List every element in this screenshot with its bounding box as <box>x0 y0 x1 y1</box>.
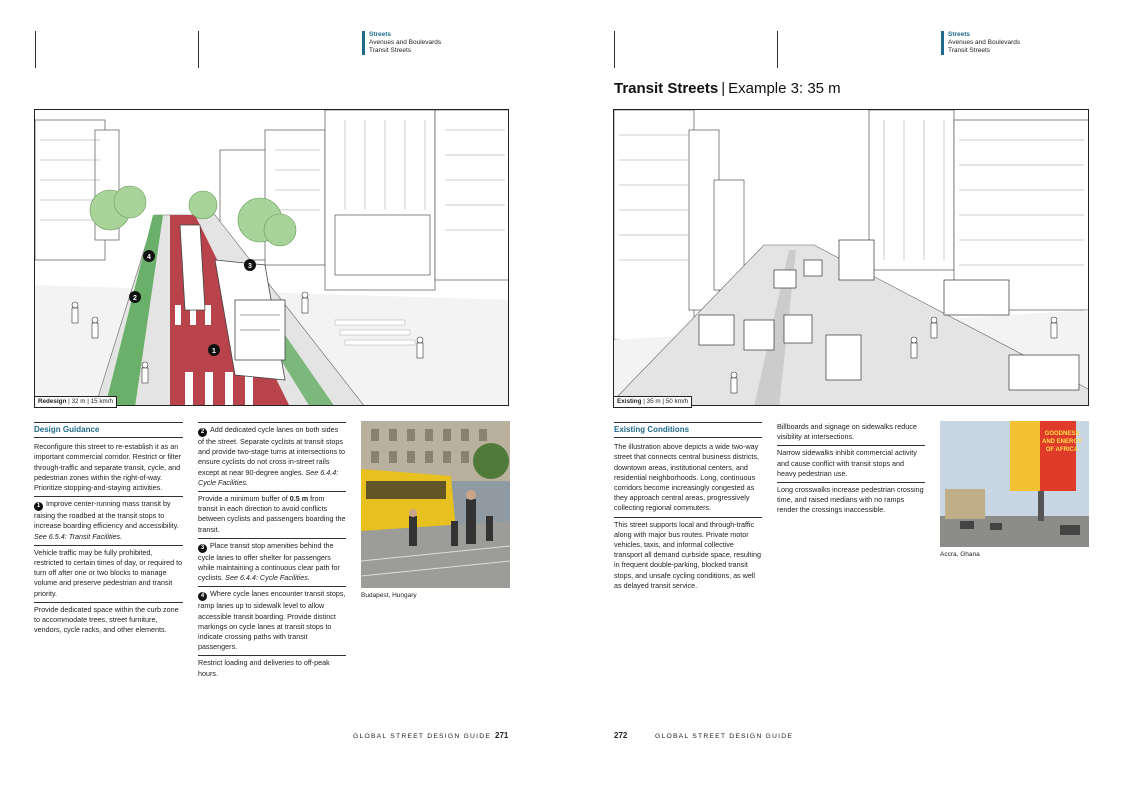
guidance-item-4 <box>198 586 346 652</box>
header-rule <box>198 31 199 68</box>
number-marker: 3 <box>198 544 207 553</box>
paragraph: Reconfigure this street to re-establish it as an important commercial corridor. Restrict or filter through-traffic and separate transit, cycle, and pedestrian zones within the right-of-way. Prioritize stopping-and-staying activities. <box>34 442 181 493</box>
marker-2: 2 <box>133 295 137 302</box>
guidance-item-3 <box>198 538 346 584</box>
caption-label: Existing <box>617 398 642 405</box>
section-heading: Design Guidance <box>34 422 183 438</box>
number-marker: 1 <box>34 502 43 511</box>
billboard-line-1: GOODNESS <box>1044 431 1080 437</box>
item-text: Where cycle lanes encounter transit stops, ramp lanes up to sidewalk level to allow accessible transit boarding. Provide distinct markings on cycle lanes at transit stops to indicate crossing paths with transit passengers. <box>198 589 346 652</box>
paragraph: The illustration above depicts a wide two-way street that connects central business districts, downtown areas, institutional centers, and residential neighborhoods. Long, continuous corridors become increasingly congested as they approach central areas, progressively collecting regional commuters. <box>614 442 760 513</box>
marker-1: 1 <box>212 348 216 355</box>
item-text: Improve center-running mass transit by raising the roadbed at the transit stops to increase boarding efficiency and accessibility. <box>34 499 179 531</box>
paragraph: Provide a minimum buffer of <box>198 494 288 504</box>
running-header-right <box>941 31 1020 55</box>
number-marker: 4 <box>198 592 207 601</box>
existing-conditions-col2 <box>777 422 925 516</box>
paragraph: This street supports local and through-traffic along with major bus routes. Private motor vehicles, taxis, and informal collective transport all demand curbside space, resulting in frequent double-parking, blocked transit stops, and unsafe cycling conditions, as well as delayed transit service. <box>614 519 762 590</box>
header-section: Streets <box>948 31 971 38</box>
title-example: Example 3: 35 m <box>728 80 841 97</box>
header-section: Streets <box>369 31 392 38</box>
running-header-left <box>362 31 441 55</box>
design-guidance-col2 <box>198 422 346 679</box>
header-rule <box>777 31 778 68</box>
paragraph: Vehicle traffic may be fully prohibited, restricted to certain times of day, or required to turn off after one or two blocks to manage volume and preserve pedestrian and transit priority. <box>34 547 183 598</box>
buffer-value: 0.5 m <box>289 494 309 504</box>
header-topic: Transit Streets <box>369 47 412 54</box>
marker-4: 4 <box>147 254 151 261</box>
redesign-illustration <box>34 109 509 406</box>
page-number-left: 271 <box>495 731 509 740</box>
marker-3: 3 <box>248 263 252 270</box>
paragraph: Long crosswalks increase pedestrian crossing time, and raised medians with no ramps render the crossings inaccessible. <box>777 485 924 515</box>
caption-dims: | 35 m | 50 km/h <box>643 398 689 405</box>
caption-label: Redesign <box>38 398 67 405</box>
item-text: Add dedicated cycle lanes on both sides of the street. Separate cyclists at transit stops and provide two-stage turns at intersections to ensure cyclists do not cross in-street rails except at near 90-degree angles. <box>198 425 346 477</box>
number-marker: 2 <box>198 428 207 437</box>
item-text: Place transit stop amenities behind the cycle lanes to offer shelter for passengers while maintaining a continuous clear path for cyclists. <box>198 540 340 583</box>
paragraph: from transit in each direction to avoid conflicts between cyclists and passengers boarding the transit. <box>198 494 346 534</box>
cross-reference: See 6.4.4: Cycle Facilities. <box>198 467 339 487</box>
photo-caption: Budapest, Hungary <box>361 592 417 599</box>
header-topic: Transit Streets <box>948 47 991 54</box>
footer-guide-left: GLOBAL STREET DESIGN GUIDE <box>353 733 492 740</box>
page-number-right: 272 <box>614 731 628 740</box>
paragraph: Provide dedicated space within the curb zone to accommodate trees, street furniture, vendors, cycle racks, and other elements. <box>34 604 179 635</box>
redesign-caption <box>34 396 117 408</box>
title-separator: | <box>721 80 726 97</box>
title-main: Transit Streets <box>614 80 719 97</box>
existing-conditions-col1 <box>614 422 762 591</box>
header-rule <box>614 31 615 68</box>
cross-reference: See 6.5.4: Transit Facilities. <box>34 531 123 541</box>
cross-reference: See 6.4.4: Cycle Facilities. <box>225 573 310 583</box>
existing-caption <box>613 396 692 408</box>
paragraph: Billboards and signage on sidewalks reduce visibility at intersections. <box>777 422 917 442</box>
header-rule <box>35 31 36 68</box>
accra-photo <box>940 421 1089 547</box>
footer-guide-right: GLOBAL STREET DESIGN GUIDE <box>655 733 794 740</box>
header-subsection: Avenues and Boulevards <box>948 39 1021 46</box>
paragraph: Restrict loading and deliveries to off-peak hours. <box>198 658 330 678</box>
photo-caption: Accra, Ghana <box>940 551 980 558</box>
existing-illustration <box>613 109 1089 406</box>
page-title <box>614 80 841 97</box>
section-heading: Existing Conditions <box>614 422 762 438</box>
guidance-item-1 <box>34 496 183 542</box>
header-subsection: Avenues and Boulevards <box>369 39 442 46</box>
design-guidance-col1 <box>34 422 183 635</box>
paragraph: Narrow sidewalks inhibit commercial activity and cause conflict with transit stops and heavy pedestrian use. <box>777 448 917 478</box>
budapest-photo <box>361 421 510 588</box>
caption-dims: | 32 m | 15 km/h <box>68 398 114 405</box>
billboard-line-3: OF AFRICA <box>1045 447 1079 453</box>
guidance-item-2 <box>198 422 346 488</box>
billboard-line-2: AND ENERGY <box>1041 439 1083 445</box>
